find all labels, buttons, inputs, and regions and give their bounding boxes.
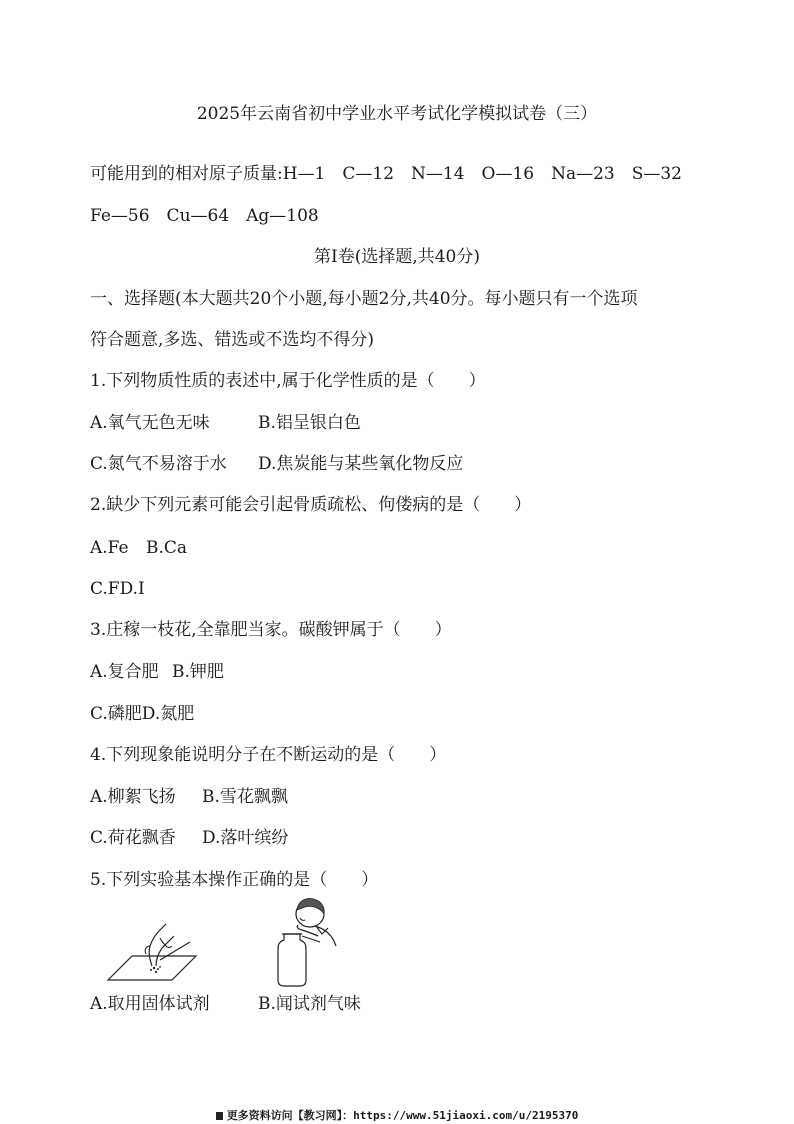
question-3-stem: 3.庄稼一枝花,全靠肥当家。碳酸钾属于（ ） [90, 620, 452, 640]
question-2-stem: 2.缺少下列元素可能会引起骨质疏松、佝偻病的是（ ） [90, 495, 532, 515]
question-1-option-b: B.铝呈银白色 [258, 413, 361, 433]
flag-icon [216, 1112, 223, 1120]
question-2-option-cd: C.FD.I [90, 579, 145, 599]
question-3-option-b: B.钾肥 [172, 662, 224, 682]
question-1-option-c: C.氮气不易溶于水 [90, 454, 227, 474]
question-4-option-b: B.雪花飘飘 [202, 787, 288, 807]
question-2-option-b: B.Ca [146, 538, 188, 558]
instructions-line-2: 符合题意,多选、错选或不选均不得分) [90, 330, 375, 350]
question-3-option-a: A.复合肥 [90, 662, 159, 682]
figure-smell-reagent [270, 896, 342, 988]
footer-link[interactable] [0, 1107, 794, 1123]
question-5-option-b: B.闻试剂气味 [258, 994, 361, 1014]
paper-title: 2025年云南省初中学业水平考试化学模拟试卷（三） [196, 104, 598, 124]
question-1-option-d: D.焦炭能与某些氧化物反应 [258, 454, 464, 474]
question-4-option-d: D.落叶缤纷 [202, 828, 289, 848]
atomic-mass-line-2: Fe—56 Cu—64 Ag—108 [90, 206, 319, 226]
question-4-stem: 4.下列现象能说明分子在不断运动的是（ ） [90, 745, 447, 765]
question-2-option-a: A.Fe [90, 538, 129, 558]
question-1-option-a: A.氧气无色无味 [90, 413, 210, 433]
figure-take-solid-reagent [104, 916, 200, 988]
footer-text: 更多资料访问【教习网】：https://www.51jiaoxi.com/u/2195370 [226, 1109, 579, 1122]
question-5-stem: 5.下列实验基本操作正确的是（ ） [90, 870, 379, 890]
question-4-option-a: A.柳絮飞扬 [90, 787, 176, 807]
question-4-option-c: C.荷花飘香 [90, 828, 176, 848]
question-1-stem: 1.下列物质性质的表述中,属于化学性质的是（ ） [90, 371, 486, 391]
question-3-option-cd: C.磷肥D.氮肥 [90, 704, 195, 724]
section-title: 第Ⅰ卷(选择题,共40分) [313, 247, 480, 267]
atomic-mass-line-1: 可能用到的相对原子质量:H—1 C—12 N—14 O—16 Na—23 S—32 [90, 164, 683, 184]
instructions-line-1: 一、选择题(本大题共20个小题,每小题2分,共40分。每小题只有一个选项 [90, 289, 638, 309]
question-5-option-a: A.取用固体试剂 [90, 994, 210, 1014]
